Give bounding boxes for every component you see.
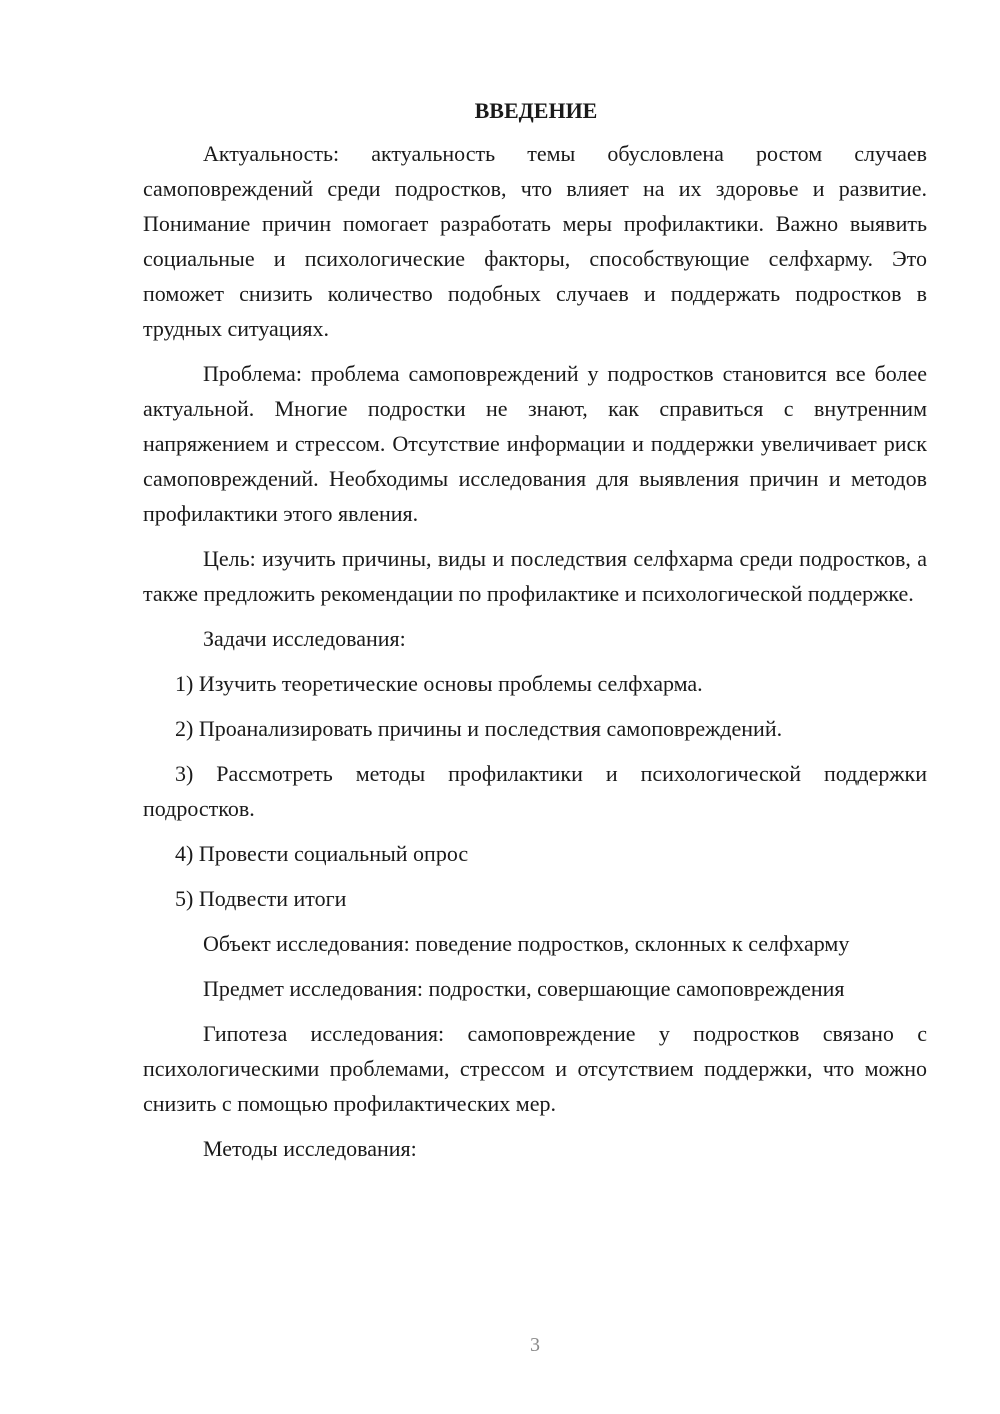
paragraph-hypothesis: Гипотеза исследования: самоповреждение у подростков связано с психологическими проблемами, стрессом и отсутствием поддержки, что можно снизить с помощью профилактических мер. bbox=[143, 1021, 927, 1116]
task-item-4: 4) Провести социальный опрос bbox=[175, 841, 469, 866]
paragraph-goal: Цель: изучить причины, виды и последствия селфхарма среди подростков, а также предложить рекомендации по профилактике и психологической поддержке. bbox=[143, 546, 927, 606]
document-body bbox=[143, 96, 927, 1176]
task-item-2: 2) Проанализировать причины и последствия самоповреждений. bbox=[175, 716, 783, 741]
paragraph-subject: Предмет исследования: подростки, совершающие самоповреждения bbox=[203, 976, 845, 1001]
task-item-1: 1) Изучить теоретические основы проблемы селфхарма. bbox=[175, 671, 703, 696]
task-item-3: 3) Рассмотреть методы профилактики и психологической поддержки подростков. bbox=[143, 761, 927, 821]
methods-heading: Методы исследования: bbox=[203, 1136, 417, 1161]
section-title: ВВЕДЕНИЕ bbox=[474, 98, 598, 123]
paragraph-relevance: Актуальность: актуальность темы обусловлена ростом случаев самоповреждений среди подростков, что влияет на их здоровье и развитие. Понимание причин помогает разработать меры профилактики. Важно выявить социальные и психологические факторы, способствующие селфхарму. Это поможет снизить количество подобных случаев и поддержать подростков в трудных ситуациях. bbox=[143, 141, 927, 341]
paragraph-problem: Проблема: проблема самоповреждений у подростков становится все более актуальной. Многие подростки не знают, как справиться с внутренним напряжением и стрессом. Отсутствие информации и поддержки увеличивает риск самоповреждений. Необходимы исследования для выявления причин и методов профилактики этого явления. bbox=[143, 361, 927, 526]
tasks-heading: Задачи исследования: bbox=[203, 626, 406, 651]
paragraph-object: Объект исследования: поведение подростков, склонных к селфхарму bbox=[203, 931, 850, 956]
page-number: 3 bbox=[530, 1334, 540, 1356]
task-item-5: 5) Подвести итоги bbox=[175, 886, 347, 911]
